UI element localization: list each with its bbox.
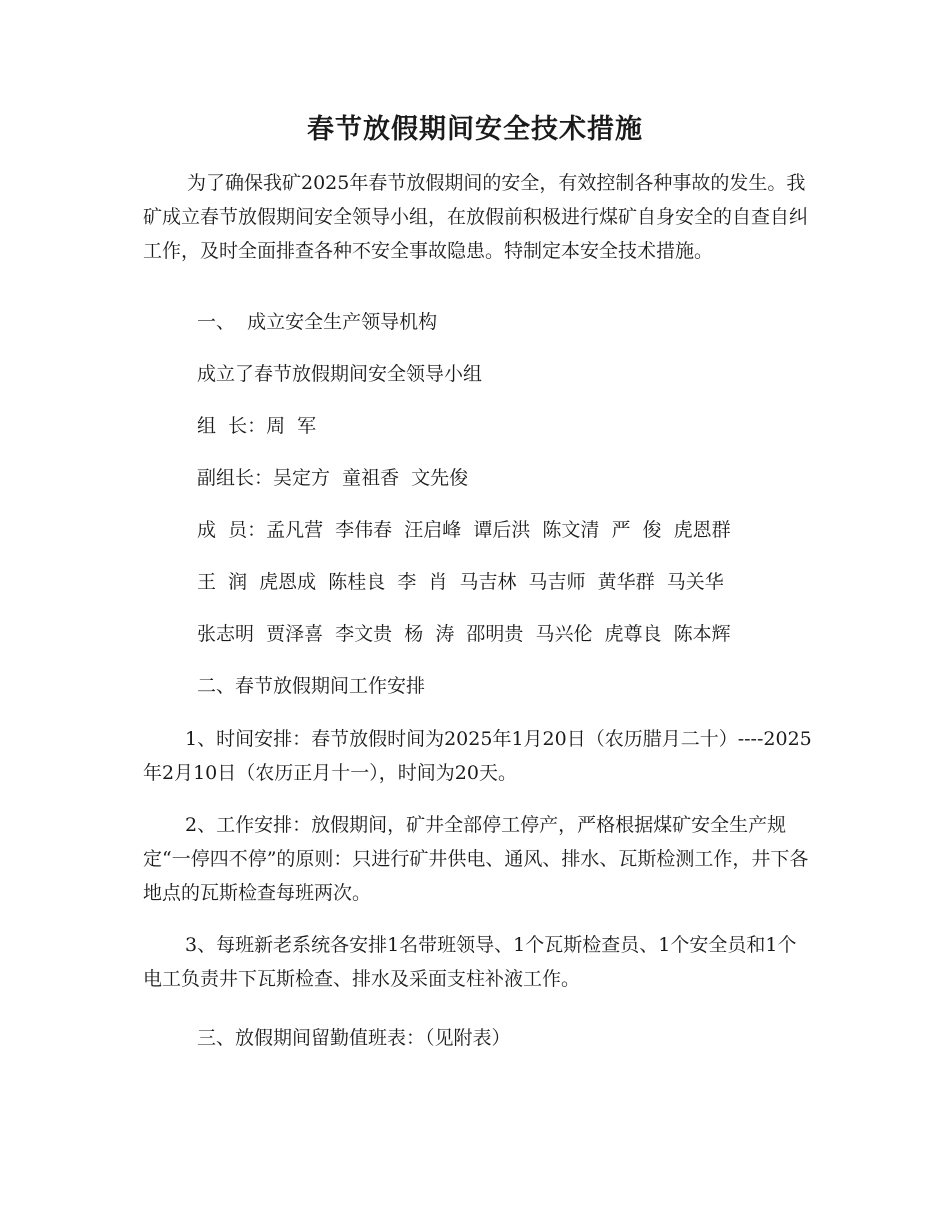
members-line-3: 张志明 贾泽喜 李文贵 杨 涛 邵明贵 马兴伦 虎尊良 陈本辉 bbox=[197, 623, 731, 645]
work-item-2: 2、工作安排：放假期间，矿井全部停工停产，严格根据煤矿安全生产规定“一停四不停”的原则：只进行矿井供电、通风、排水、瓦斯检测工作，井下各地点的瓦斯检查每班两次。 bbox=[143, 814, 809, 904]
section1-subtitle: 成立了春节放假期间安全领导小组 bbox=[197, 363, 483, 385]
section-heading-3: 三、放假期间留勤值班表：（见附表） bbox=[197, 1027, 511, 1049]
members-line-1: 成 员：孟凡营 李伟春 汪启峰 谭后洪 陈文清 严 俊 虎恩群 bbox=[197, 519, 731, 541]
intro-paragraph: 为了确保我矿2025年春节放假期间的安全，有效控制各种事故的发生。我矿成立春节放假期间安全领导小组，在放假前积极进行煤矿自身安全的自查自纠工作，及时全面排查各种不安全事故隐患。特制定本安全技术措施。 bbox=[143, 172, 809, 262]
work-item-3: 3、每班新老系统各安排1名带班领导、1个瓦斯检查员、1个安全员和1个电工负责井下瓦斯检查、排水及采面支柱补液工作。 bbox=[143, 934, 797, 990]
section-heading-1: 一、 成立安全生产领导机构 bbox=[197, 311, 438, 333]
members-line-2: 王 润 虎恩成 陈桂良 李 肖 马吉林 马吉师 黄华群 马关华 bbox=[197, 571, 724, 593]
vice-leaders: 副组长：吴定方 童祖香 文先俊 bbox=[197, 467, 469, 489]
document-title: 春节放假期间安全技术措施 bbox=[307, 114, 643, 145]
group-leader: 组 长：周 军 bbox=[197, 415, 317, 437]
section-heading-2: 二、春节放假期间工作安排 bbox=[197, 675, 426, 697]
work-item-1: 1、时间安排：春节放假时间为2025年1月20日（农历腊月二十）----2025年2月10日（农历正月十一），时间为20天。 bbox=[143, 728, 812, 784]
document-body bbox=[143, 166, 813, 1064]
